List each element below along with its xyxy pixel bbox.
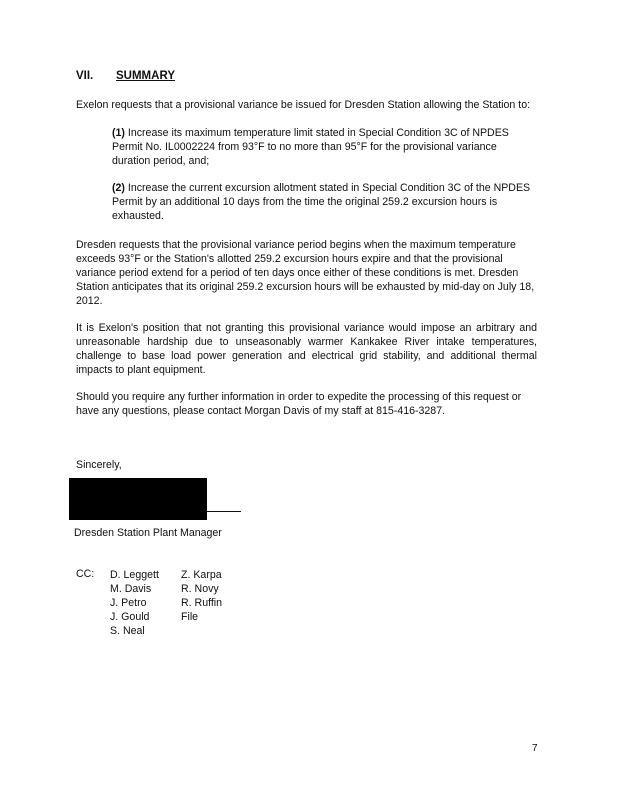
page-number: 7	[532, 743, 538, 754]
intro-paragraph: Exelon requests that a provisional variance be issued for Dresden Station allowing the Station to:	[76, 99, 531, 111]
signature-line	[207, 511, 241, 512]
request-item-2	[112, 181, 537, 223]
item-1-text: Increase its maximum temperature limit stated in Special Condition 3C of NPDES Permit No. IL0002224 from 93°F to no more than 95°F for the provisional variance duration period, and;	[112, 127, 509, 167]
cc-recipient: J. Petro	[110, 597, 147, 609]
cc-label: CC:	[76, 568, 95, 580]
cc-recipient: S. Neal	[110, 625, 145, 637]
cc-recipient: J. Gould	[110, 611, 150, 623]
section-number: VII.	[76, 70, 94, 82]
cc-recipient: R. Novy	[181, 583, 219, 595]
cc-recipient: File	[181, 611, 199, 623]
dresden-request-paragraph: Dresden requests that the provisional variance period begins when the maximum temperature exceeds 93°F or the Station's allotted 259.2 excursion hours expire and that the provisional variance period extend for a period of ten days once either of these conditions is met. Dresden Station anticipates that its original 259.2 excursion hours will be exhausted by mid-day on July 18, 2012.	[76, 239, 535, 307]
cc-list-column-1	[110, 568, 159, 638]
contact-paragraph: Should you require any further information in order to expedite the processing of this request or have any questions, please contact Morgan Davis of my staff at 815-416-3287.	[76, 391, 522, 417]
exelon-position-paragraph: It is Exelon's position that not granting this provisional variance would impose an arbitrary and unreasonable hardship due to unseasonably warmer Kankakee River intake temperatures, challenge to base load power generation and electrical grid stability, and additional thermal impacts to plant equipment.	[76, 322, 537, 376]
cc-recipient: D. Leggett	[110, 569, 159, 581]
redacted-signature-block	[69, 478, 207, 520]
signature-title: Dresden Station Plant Manager	[74, 527, 222, 539]
item-2-number: (2)	[112, 182, 125, 194]
section-heading	[76, 70, 175, 82]
item-2-text: Increase the current excursion allotment stated in Special Condition 3C of the NPDES Permit by an additional 10 days from the time the original 259.2 excursion hours is exhausted.	[112, 182, 531, 222]
section-title: SUMMARY	[116, 70, 175, 82]
item-1-number: (1)	[112, 127, 125, 139]
cc-recipient: M. Davis	[110, 583, 152, 595]
cc-recipient: R. Ruffin	[181, 597, 223, 609]
request-item-1	[112, 126, 537, 168]
closing-salutation: Sincerely,	[76, 459, 122, 471]
cc-list-column-2	[181, 568, 222, 624]
cc-recipient: Z. Karpa	[181, 569, 222, 581]
